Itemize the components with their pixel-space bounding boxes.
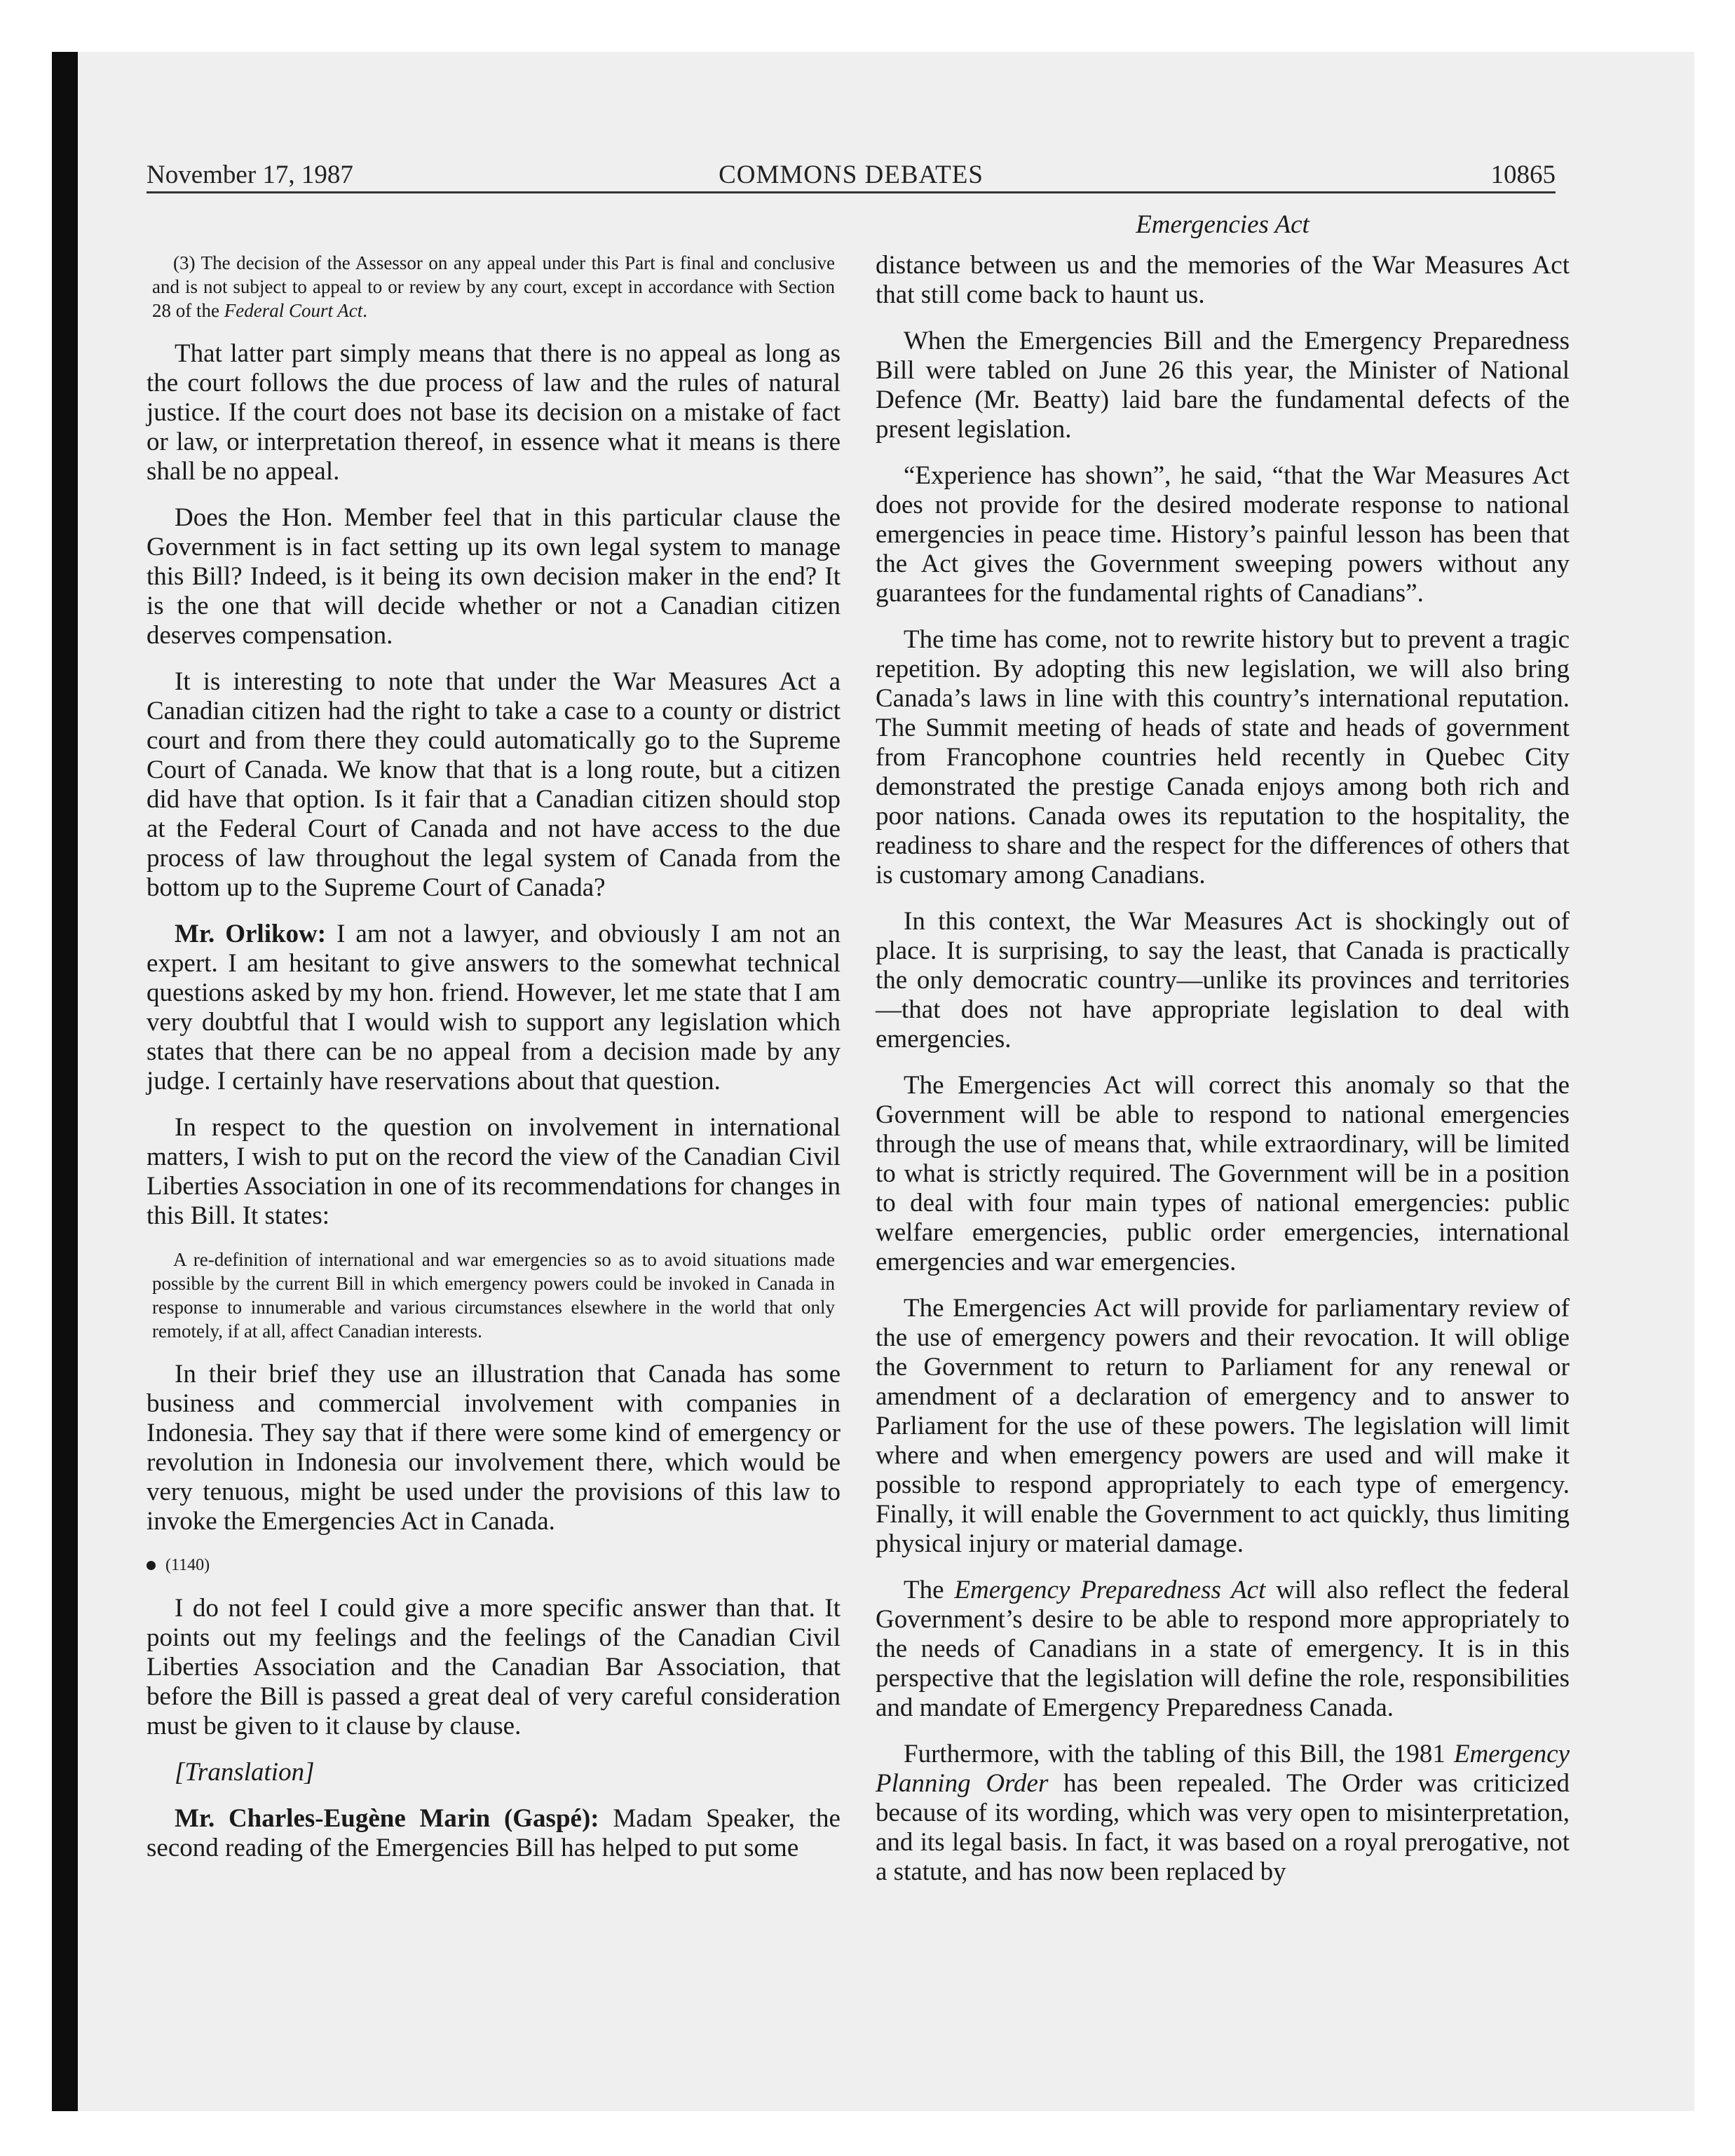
statute-quote-italic: Federal Court Act xyxy=(224,300,363,321)
paragraph: The Emergencies Act will provide for parliamentary review of the use of emergency powers and their revocation. It will oblige the Government to return to Parliament for any renewal or amendment of a declaration of emergency and to answer to Parliament for the use of these powers. The legislation will limit where and when emergency powers are used and will make it possible to respond appropriately to each type of emergency. Finally, it will enable the Government to act quickly, thus limiting physical injury or material damage. xyxy=(876,1294,1570,1558)
text-segment: will also reflect the federal Government’s desire to be able to respond more appropriately to the needs of Canadians in a state of emergency. It is in this perspective that the legislation will define the role, responsibilities and mandate of Emergency Preparedness Canada. xyxy=(876,1576,1570,1722)
text-segment: The xyxy=(904,1576,955,1604)
paragraph: In this context, the War Measures Act is shockingly out of place. It is surprising, to say the least, that Canada is practically the only democratic country—unlike its provinces and territories—that does not have appropriate legislation to deal with emergencies. xyxy=(876,907,1570,1053)
bullet-dot-icon xyxy=(147,1561,156,1570)
paragraph: It is interesting to note that under the War Measures Act a Canadian citizen had the right to take a case to a county or district court and from there they could automatically go to the Supreme Court of Canada. We know that that is a long route, but a citizen did have that option. Is it fair that a Canadian citizen should stop at the Federal Court of Canada and not have access to the due process of law throughout the legal system of Canada from the bottom up to the Supreme Court of Canada? xyxy=(147,667,841,902)
paragraph xyxy=(876,1740,1570,1887)
paragraph: I do not feel I could give a more specific answer than that. It points out my feelings and the feelings of the Canadian Civil Liberties Association and the Canadian Bar Association, that before the Bill is passed a great deal of very careful consideration must be given to it clause by clause. xyxy=(147,1594,841,1740)
paragraph: In their brief they use an illustration that Canada has some business and commercial involvement with companies in Indonesia. They say that if there were some kind of emergency or revolution in Indonesia our involvement there, which would be very tenuous, might be used under the provisions of this law to invoke the Emergencies Act in Canada. xyxy=(147,1360,841,1536)
paragraph: That latter part simply means that there is no appeal as long as the court follows the due process of law and the rules of natural justice. If the court does not base its decision on a mistake of fact or law, or interpretation thereof, in essence what it means is there shall be no appeal. xyxy=(147,339,841,486)
ccla-quote-text: A re-definition of international and war emergencies so as to avoid situations made possible by the current Bill in which emergency powers could be invoked in Canada in response to innumerable and various circumstances elsewhere in the world that only remotely, if at all, affect Canadian interests. xyxy=(152,1249,835,1342)
statute-quote-end: . xyxy=(362,300,367,321)
paragraph: In respect to the question on involvement in international matters, I wish to put on the record the view of the Canadian Civil Liberties Association in one of its recommendations for changes in this Bill. It states: xyxy=(147,1113,841,1230)
speech-text: I am not a lawyer, and obviously I am not an expert. I am hesitant to give answers to the somewhat technical questions asked by my hon. friend. However, let me state that I am very doubtful that I would wish to support any legislation which states that there can be no appeal from a decision made by any judge. I certainly have reservations about that question. xyxy=(147,920,841,1096)
statute-quote-text: (3) The decision of the Assessor on any appeal under this Part is final and conclusive and is not subject to appeal to or review by any court, except in accordance with Section 28 of the xyxy=(152,252,835,321)
ccla-quote xyxy=(152,1248,835,1343)
paragraph: The time has come, not to rewrite history but to prevent a tragic repetition. By adopting this new legislation, we will also bring Canada’s laws in line with this country’s international reputation. The Summit meeting of heads of state and heads of government from Francophone countries held recently in Quebec City demonstrated the prestige Canada enjoys among both rich and poor nations. Canada owes its reputation to the hospitality, the readiness to share and the respect for the differences of others that is customary among Canadians. xyxy=(876,625,1570,889)
time-marker xyxy=(147,1553,841,1577)
page-header xyxy=(147,158,1556,193)
speaker-name: Mr. Orlikow: xyxy=(175,920,327,948)
header-rule xyxy=(147,191,1556,193)
paragraph xyxy=(876,1576,1570,1723)
paragraph: distance between us and the memories of the War Measures Act that still come back to haunt us. xyxy=(876,251,1570,309)
paragraph: When the Emergencies Bill and the Emergency Preparedness Bill were tabled on June 26 this year, the Minister of National Defence (Mr. Beatty) laid bare the fundamental defects of the present legislation. xyxy=(876,327,1570,444)
order-title-italic: Emergency Planning Order xyxy=(876,1740,1570,1798)
running-head: Emergencies Act xyxy=(1136,210,1309,239)
act-title-italic: Emergency Preparedness Act xyxy=(954,1576,1266,1604)
scan-edge-bar xyxy=(52,52,78,2111)
speaker-name: Mr. Charles-Eugène Marin (Gaspé): xyxy=(175,1804,599,1833)
right-column xyxy=(876,251,1570,1904)
statute-quote xyxy=(152,251,835,322)
time-marker-text: (1140) xyxy=(165,1556,210,1574)
paragraph: Does the Hon. Member feel that in this particular clause the Government is in fact setting up its own legal system to manage this Bill? Indeed, is it being its own decision maker in the end? It is the one that will decide whether or not a Canadian citizen deserves compensation. xyxy=(147,503,841,650)
text-segment: Furthermore, with the tabling of this Bill, the 1981 xyxy=(904,1740,1454,1768)
paragraph: The Emergencies Act will correct this anomaly so that the Government will be able to respond to national emergencies through the use of means that, while extraordinary, will be limited to what is strictly required. The Government will be in a position to deal with four main types of national emergencies: public welfare emergencies, public order emergencies, international emergencies and war emergencies. xyxy=(876,1071,1570,1276)
translation-label: [Translation] xyxy=(175,1758,315,1787)
speech-paragraph xyxy=(147,920,841,1096)
text-segment: has been repealed. The Order was criticized because of its wording, which was very open to misinterpretation, and its legal basis. In fact, it was based on a royal prerogative, not a statute, and has now been replaced by xyxy=(876,1769,1570,1886)
speech-paragraph xyxy=(147,1804,841,1863)
header-journal-title: COMMONS DEBATES xyxy=(719,161,984,189)
header-page-number: 10865 xyxy=(1490,161,1556,189)
header-date: November 17, 1987 xyxy=(147,161,353,189)
paragraph: “Experience has shown”, he said, “that the War Measures Act does not provide for the desired moderate response to national emergencies in peace time. History’s painful lesson has been that the Act gives the Government sweeping powers without any guarantees for the fundamental rights of Canadians”. xyxy=(876,461,1570,608)
speech-text: Madam Speaker, the second reading of the Emergencies Bill has helped to put some xyxy=(147,1804,841,1862)
left-column xyxy=(147,251,841,1880)
